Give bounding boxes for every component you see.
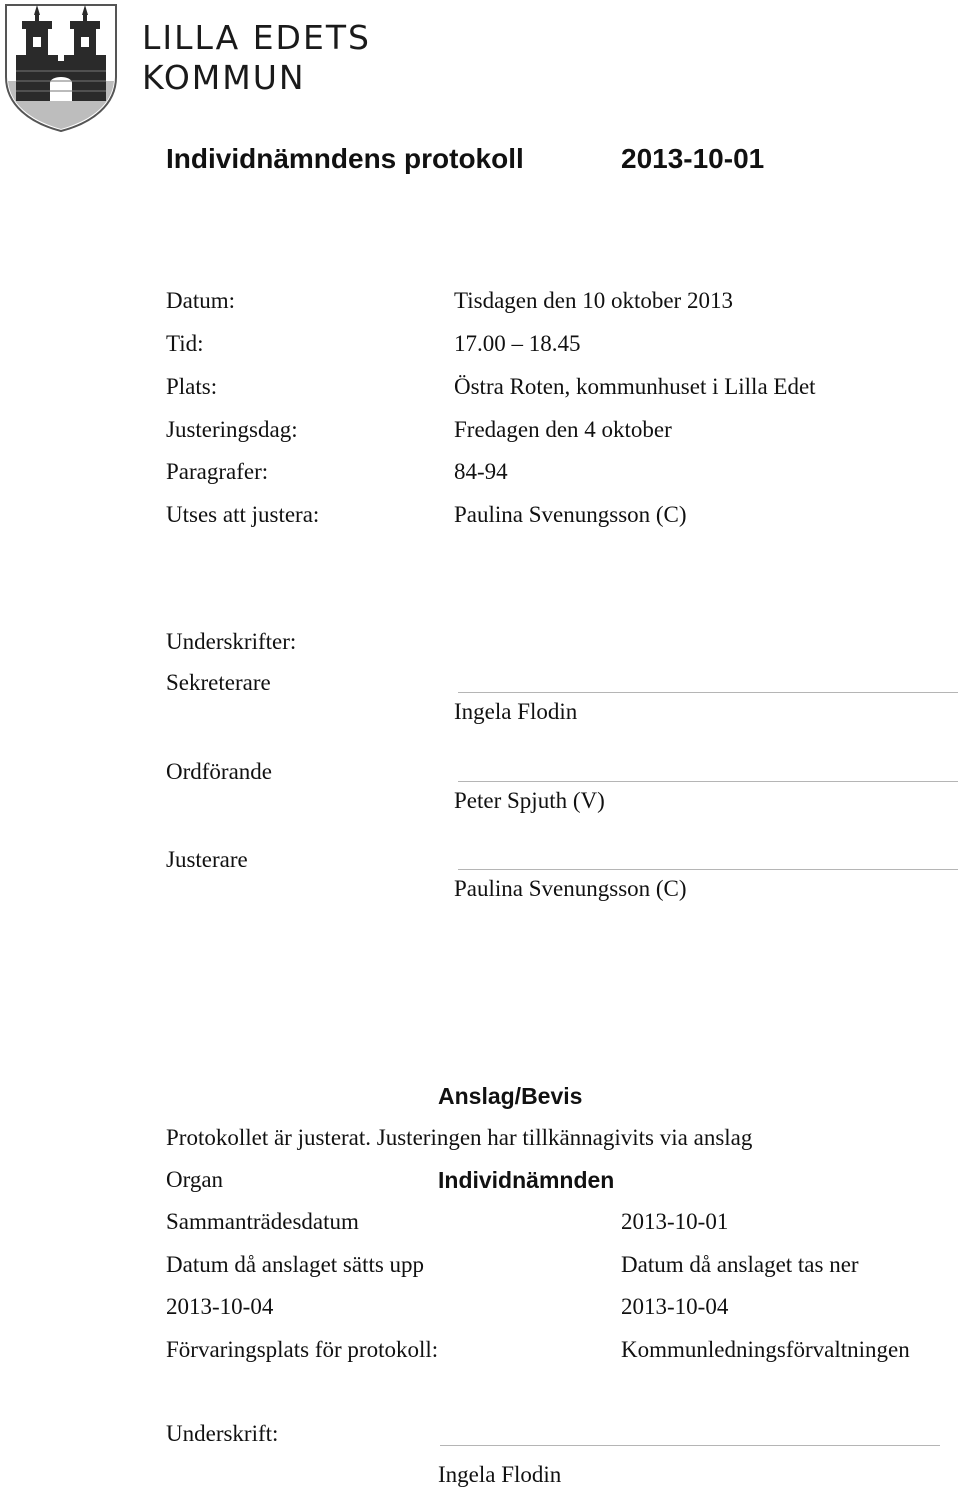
notice-signature-line: [440, 1445, 940, 1446]
meeting-value-datum: Tisdagen den 10 oktober 2013: [454, 288, 733, 313]
notice-posted-value: 2013-10-04: [166, 1294, 274, 1319]
notice-removed-value: 2013-10-04: [621, 1294, 729, 1319]
signature-role-ordforande: Ordförande: [166, 759, 273, 784]
meeting-label-datum: Datum:: [166, 288, 235, 313]
document-title: Individnämndens protokoll: [166, 143, 524, 174]
notice-heading: Anslag/Bevis: [438, 1083, 583, 1109]
meeting-label-tid: Tid:: [166, 331, 204, 356]
meeting-value-paragrafer: 84-94: [454, 459, 508, 484]
notice-signature-label: Underskrift:: [166, 1421, 279, 1446]
signature-line-sekreterare: [458, 692, 958, 693]
notice-storage-value: Kommunledningsförvaltningen: [621, 1337, 910, 1362]
notice-removed-label: Datum då anslaget tas ner: [621, 1252, 859, 1277]
signatures-heading: Underskrifter:: [166, 629, 297, 654]
meeting-label-paragrafer: Paragrafer:: [166, 459, 269, 484]
notice-organ-value: Individnämnden: [438, 1167, 615, 1193]
notice-meeting-date-label: Sammanträdesdatum: [166, 1209, 359, 1234]
logo-text-line1: LILLA EDETS: [142, 18, 371, 57]
signature-line-justerare: [458, 869, 958, 870]
signature-line-ordforande: [458, 781, 958, 782]
municipality-logo: [0, 0, 371, 135]
meeting-value-plats: Östra Roten, kommunhuset i Lilla Edet: [454, 374, 816, 399]
meeting-value-justera: Paulina Svenungsson (C): [454, 502, 687, 527]
meeting-label-justeringsdag: Justeringsdag:: [166, 417, 298, 442]
meeting-value-justeringsdag: Fredagen den 4 oktober: [454, 417, 672, 442]
signature-name-sekreterare: Ingela Flodin: [454, 699, 578, 724]
notice-storage-label: Förvaringsplats för protokoll:: [166, 1337, 439, 1362]
coat-of-arms-icon: [2, 1, 120, 133]
logo-text-line2: KOMMUN: [142, 58, 306, 97]
notice-posted-label: Datum då anslaget sätts upp: [166, 1252, 425, 1277]
signature-role-sekreterare: Sekreterare: [166, 670, 271, 695]
signature-name-ordforande: Peter Spjuth (V): [454, 788, 605, 813]
signature-name-justerare: Paulina Svenungsson (C): [454, 876, 687, 901]
signature-role-justerare: Justerare: [166, 847, 248, 872]
notice-organ-label: Organ: [166, 1167, 224, 1192]
meeting-label-justera: Utses att justera:: [166, 502, 320, 527]
meeting-label-plats: Plats:: [166, 374, 218, 399]
notice-signature-name: Ingela Flodin: [438, 1462, 562, 1487]
notice-statement: Protokollet är justerat. Justeringen har tillkännagivits via anslag: [166, 1125, 753, 1150]
meeting-value-tid: 17.00 – 18.45: [454, 331, 581, 356]
document-date: 2013-10-01: [621, 143, 765, 174]
notice-meeting-date-value: 2013-10-01: [621, 1209, 729, 1234]
